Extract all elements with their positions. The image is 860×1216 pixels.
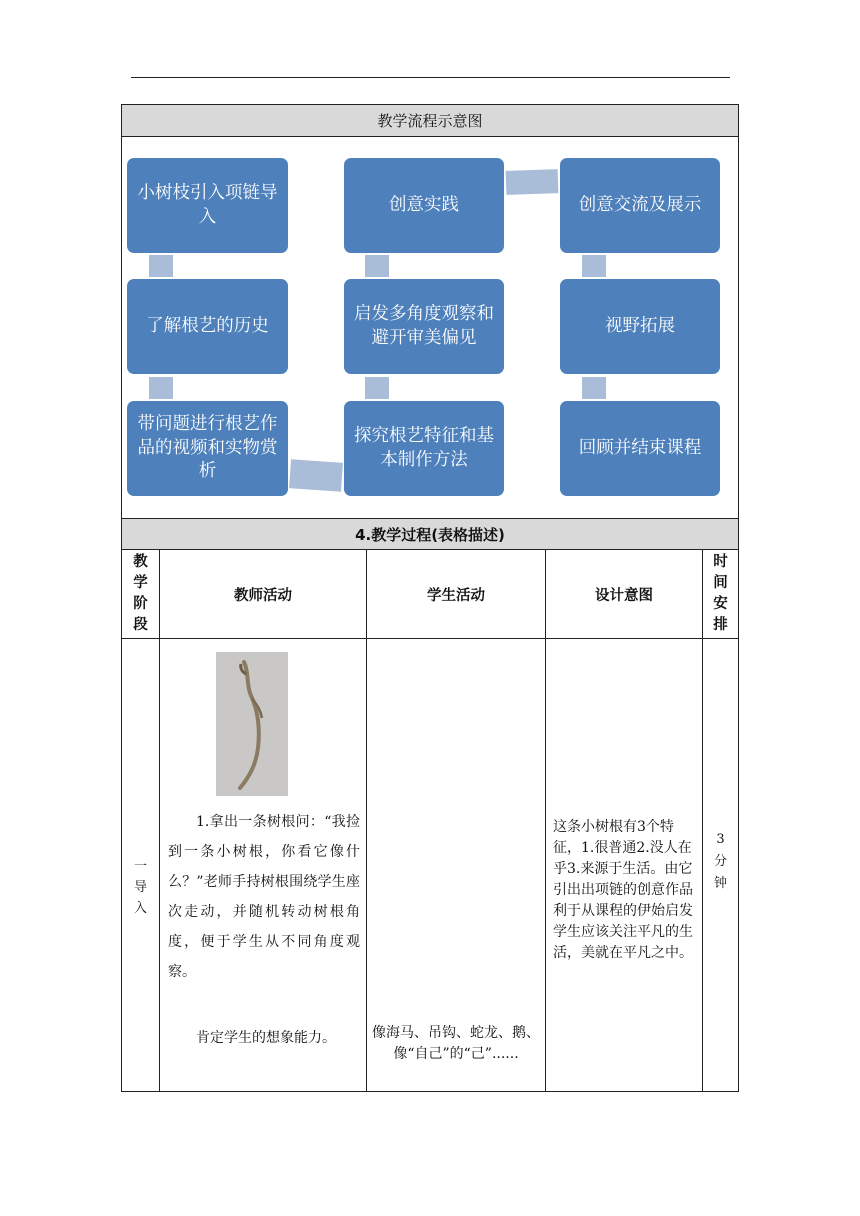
flow-step-explore: 探究根艺特征和基本制作方法	[344, 401, 504, 496]
connector	[365, 377, 389, 399]
connector	[149, 377, 173, 399]
header-time: 时 间 安 排	[703, 550, 739, 639]
header-stage: 教 学 阶 段	[122, 550, 160, 639]
connector	[582, 255, 606, 277]
diagram-title: 教学流程示意图	[122, 105, 739, 137]
student-activity-text: 像海马、吊钩、蛇龙、鹅、像“自己”的“己”......	[372, 1025, 540, 1062]
section-title: 4.教学过程(表格描述)	[122, 519, 739, 550]
header-intent: 设计意图	[546, 550, 703, 639]
lesson-plan-table	[121, 104, 739, 1092]
connector	[289, 459, 343, 492]
teacher-followup-text: 肯定学生的想象能力。	[196, 1030, 336, 1046]
flow-diagram	[122, 137, 737, 518]
connector	[582, 377, 606, 399]
cell-teacher	[160, 639, 367, 1092]
connector	[149, 255, 173, 277]
flow-step-practice: 创意实践	[344, 158, 504, 253]
connector	[365, 255, 389, 277]
header-student: 学生活动	[367, 550, 546, 639]
cell-time	[703, 639, 739, 1092]
connector	[506, 169, 559, 195]
header-teacher: 教师活动	[160, 550, 367, 639]
flow-step-appreciation: 带问题进行根艺作品的视频和实物赏析	[127, 401, 288, 496]
cell-stage	[122, 639, 160, 1092]
teacher-activity-text: 1.拿出一条树根问：“我捡到一条小树根，你看它像什么？”老师手持树根围绕学生座次走动，并随机转动树根角度，便于学生从不同角度观察。	[168, 814, 360, 980]
flow-step-review: 回顾并结束课程	[560, 401, 720, 496]
tree-root-photo	[216, 652, 288, 796]
flow-step-observe: 启发多角度观察和避开审美偏见	[344, 279, 504, 374]
flow-step-history: 了解根艺的历史	[127, 279, 288, 374]
design-intent-text: 这条小树根有3个特征，1.很普通2.没人在乎3.来源于生活。由它引出出项链的创意作品利于从课程的伊始启发学生应该关注平凡的生活，美就在平凡之中。	[553, 819, 693, 961]
time-allocation: 3 分 钟	[713, 832, 727, 891]
cell-intent	[546, 639, 703, 1092]
stage-label: 一 导 入	[133, 859, 147, 916]
flow-diagram-cell	[122, 137, 739, 519]
flow-step-broaden: 视野拓展	[560, 279, 720, 374]
flow-step-lead-in: 小树枝引入项链导入	[127, 158, 288, 253]
flow-step-exchange: 创意交流及展示	[560, 158, 720, 253]
cell-student	[367, 639, 546, 1092]
header-rule	[131, 77, 730, 78]
